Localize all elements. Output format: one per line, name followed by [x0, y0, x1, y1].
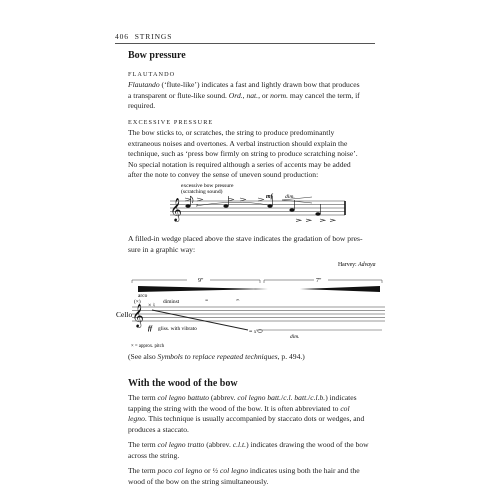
svg-text:≡ x: ≡ x: [249, 329, 257, 335]
pressure-wedge-2: [300, 286, 380, 292]
example2-dynamic: ff: [148, 325, 153, 332]
duration-2: 7″: [316, 278, 322, 284]
excessive-line-2: extraneous noises and overtones. A verbal instruction should explain the: [128, 138, 348, 148]
section-title: STRINGS: [134, 32, 173, 41]
paragraph-poco-col-legno: The term poco col legno or ½ col legno indicates using both the hair and the wood of the bow on the string simultaneously.: [128, 466, 360, 486]
svg-text:× ♮: × ♮: [148, 303, 156, 309]
excessive-line-4: No special notation is required although a series of accents may be added: [128, 159, 351, 169]
excessive-line-3: technique, such as ‘press bow firmly on string to produce scratching noise’.: [128, 149, 358, 158]
treble-clef-icon: 𝄞: [170, 199, 182, 221]
example2-dim: dim.: [290, 334, 300, 340]
duration-bracket-1: [132, 280, 260, 283]
example1-label-2: (scratching sound): [181, 189, 223, 195]
flautando-line-1: Flautando (‘flute-like’) indicates a fast and lightly drawn bow that produces: [128, 80, 360, 89]
flautando-line-2: a transparent or flute-like sound. Ord., nat., or norm. may cancel the term, if: [128, 90, 360, 100]
footnote-approx-pitch: × = approx. pitch: [131, 344, 165, 349]
heading-wood-of-bow: With the wood of the bow: [128, 378, 238, 389]
svg-text:𝄐: 𝄐: [236, 298, 240, 304]
paragraph-col-legno-tratto: The term col legno tratto (abbrev. c.l.t.) indicates drawing the wood of the bow across the string.: [128, 440, 369, 460]
arco-label: arco: [138, 293, 148, 299]
excessive-line-5: after the note to convey the sense of uneven sound production:: [128, 170, 319, 179]
wedge-line-2: sure in a graphic way:: [128, 244, 196, 254]
see-also: (See also Symbols to replace repeated techniques, p. 494.): [128, 352, 305, 361]
page-number: 406: [115, 32, 129, 41]
example1-label-1: excessive bow pressure: [181, 183, 234, 189]
example1-dynamic: mf: [266, 194, 273, 200]
x-mark: (×): [134, 299, 141, 305]
dimini-label: diminst: [163, 299, 180, 305]
duration-bracket-2: [264, 280, 382, 283]
wedge-line-1: A filled-in wedge placed above the stave indicates the gradation of bow pres-: [128, 234, 363, 243]
example2-attribution: Harvey: Advaya: [338, 262, 376, 268]
svg-text:7: 7: [196, 203, 199, 208]
paragraph-col-legno-battuto: The term col legno battuto (abbrev. col legno batt./c.l. batt./c.l.b.) indicates tapping the string with the wood of the bow. It is often abbreviated to col legno. This technique is usually accompanied by staccato dots or wedges, and produces a staccato.: [128, 393, 365, 434]
example1-dim: dim.: [285, 194, 295, 200]
heading-bow-pressure: Bow pressure: [128, 50, 186, 61]
subheading-flautando: FLAUTANDO: [128, 71, 176, 78]
flautando-line-3: required.: [128, 101, 156, 110]
duration-1: 9″: [198, 278, 204, 284]
subheading-excessive-pressure: EXCESSIVE PRESSURE: [128, 119, 214, 126]
excessive-line-1: The bow sticks to, or scratches, the string to produce predominantly: [128, 128, 335, 137]
svg-text:≡: ≡: [205, 298, 209, 304]
pressure-wedge: [138, 286, 268, 292]
gliss-label: gliss. with vibrato: [158, 326, 197, 332]
treble-clef-icon: 𝄞: [132, 305, 144, 327]
instrument-label: Cello: [116, 310, 133, 319]
